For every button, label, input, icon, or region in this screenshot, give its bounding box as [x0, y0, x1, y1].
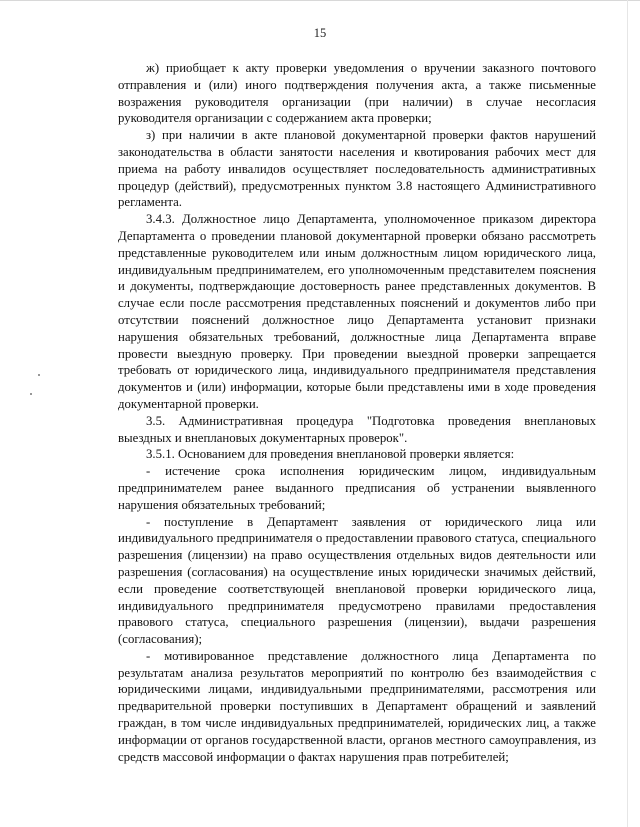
list-item-application: - поступление в Департамент заявления от юридического лица или индивидуального предпринимателя о предоставлении правового статуса, специального разрешения (лицензии) на право осуществления отдельных видов деятельности или разрешения (согласования) на осуществление иных юридически значимых действий, если проведение соответствующей внеплановой проверки юридического лица, индивидуального предпринимателя предусмотрено правилами предоставления правового статуса, специального разрешения (лицензии), выдачи разрешения (согласования); — [118, 514, 596, 647]
document-body — [118, 60, 596, 765]
paragraph-3-5: 3.5. Административная процедура "Подготовка проведения внеплановых выездных и внеплановых документарных проверок". — [118, 413, 596, 445]
scan-speck — [38, 374, 40, 376]
list-item-deadline: - истечение срока исполнения юридическим лицом, индивидуальным предпринимателем ранее выданного предписания об устранении выявленного нарушения обязательных требований; — [118, 464, 596, 512]
scan-edge-top — [0, 0, 640, 1]
scan-edge-right — [627, 0, 628, 827]
paragraph-3-4-3: 3.4.3. Должностное лицо Департамента, уполномоченное приказом директора Департамента о проведении плановой документарной проверки обязано рассмотреть представленные руководителем или иным должностным лицом юридического лица, индивидуальным предпринимателем, его уполномоченным представителем пояснения и документы, подтверждающие достоверность ранее представленных документов. В случае если после рассмотрения представленных пояснений и документов либо при отсутствии пояснений должностное лицо Департамента установит признаки нарушения обязательных требований, должностные лица Департамента вправе провести выездную проверку. При проведении выездной проверки запрещается требовать от юридического лица, индивидуального предпринимателя представления документов и (или) информации, которые были представлены ими в ходе проведения документарной проверки. — [118, 212, 596, 411]
scan-speck — [30, 393, 32, 395]
paragraph-z: з) при наличии в акте плановой документарной проверки фактов нарушений законодательства в области занятости населения и квотирования рабочих мест для приема на работу инвалидов осуществляет последовательность административных процедур (действий), предусмотренных пунктом 3.8 настоящего Административного регламента. — [118, 128, 596, 210]
page-number: 15 — [313, 26, 327, 40]
paragraph-3-5-1: 3.5.1. Основанием для проведения внеплановой проверки является: — [146, 447, 515, 462]
paragraph-zh: ж) приобщает к акту проверки уведомления о вручении заказного почтового отправления и (или) иного подтверждения получения акта, а также письменные возражения руководителя организации (при наличии) в случае несогласия руководителя организации с содержанием акта проверки; — [118, 61, 596, 126]
list-item-motivated-submission: - мотивированное представление должностного лица Департамента по результатам анализа результатов мероприятий по контролю без взаимодействия с юридическими лицами, индивидуальными предпринимателями, рассмотрения или предварительной проверки поступивших в Департамент обращений и заявлений граждан, в том числе индивидуальных предпринимателей, юридических лиц, а также информации от органов государственной власти, органов местного самоуправления, из средств массовой информации о фактах нарушения прав потребителей; — [118, 648, 596, 764]
